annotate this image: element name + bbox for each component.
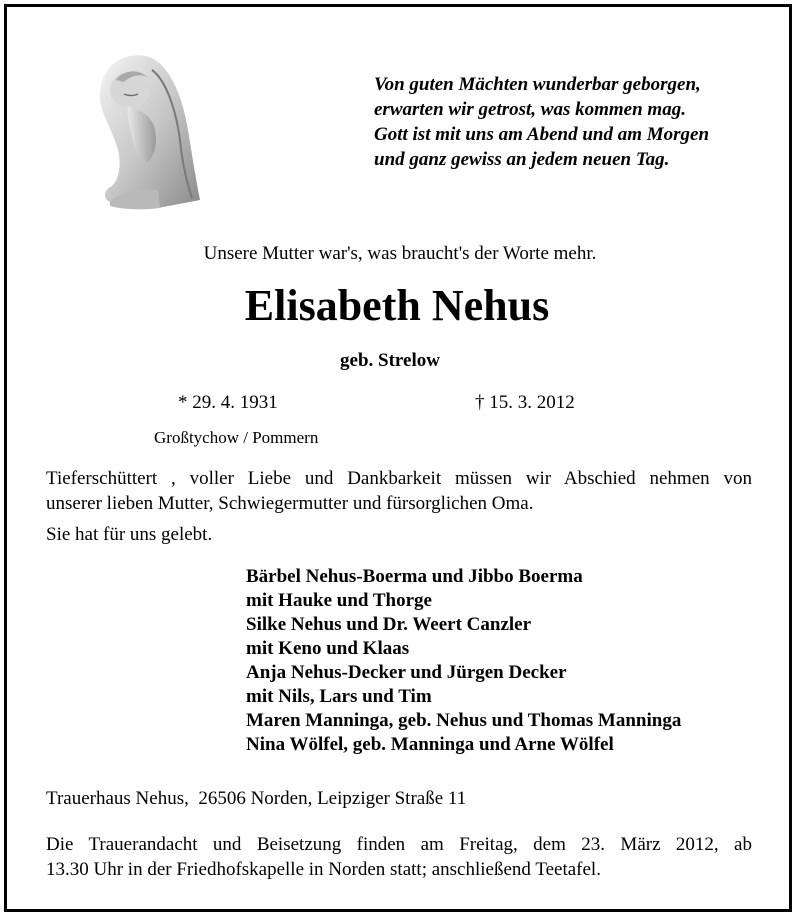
poem-line: und ganz gewiss an jedem neuen Tag.: [374, 149, 670, 170]
mourner-line: Maren Manninga, geb. Nehus und Thomas Manninga: [246, 710, 682, 731]
poem-line: erwarten wir getrost, was kommen mag.: [374, 99, 686, 120]
birth-date: * 29. 4. 1931: [178, 392, 278, 413]
mourner-line: mit Nils, Lars und Tim: [246, 686, 432, 707]
birthplace: Großtychow / Pommern: [154, 428, 319, 447]
house-address: Trauerhaus Nehus, 26506 Norden, Leipziger Straße 11: [46, 788, 467, 809]
service-paragraph: [46, 832, 752, 882]
hand-holding-child-icon: [88, 50, 208, 212]
mourner-line: Nina Wölfel, geb. Manninga und Arne Wölfel: [246, 734, 614, 755]
service-line: 13.30 Uhr in der Friedhofskapelle in Norden statt; anschließend Teetafel.: [46, 859, 601, 880]
message-line: Tieferschüttert , voller Liebe und Dankbarkeit müssen wir Abschied nehmen von: [46, 468, 752, 489]
message-line: unserer lieben Mutter, Schwiegermutter und fürsorglichen Oma.: [46, 493, 534, 514]
poem-line: Von guten Mächten wunderbar geborgen,: [374, 74, 701, 95]
mourner-line: mit Keno und Klaas: [246, 638, 410, 659]
mourners-list: [246, 565, 681, 757]
mourner-line: Silke Nehus und Dr. Weert Canzler: [246, 614, 532, 635]
death-date: † 15. 3. 2012: [475, 392, 575, 413]
intro-line: Unsere Mutter war's, was braucht's der Worte mehr.: [203, 243, 597, 264]
maiden-name: geb. Strelow: [340, 350, 440, 371]
mourner-line: Anja Nehus-Decker und Jürgen Decker: [246, 662, 567, 683]
mourner-line: mit Hauke und Thorge: [246, 590, 432, 611]
service-line: Die Trauerandacht und Beisetzung finden am Freitag, dem 23. März 2012, ab: [46, 834, 752, 855]
lived-for-us: Sie hat für uns gelebt.: [46, 524, 213, 545]
poem-line: Gott ist mit uns am Abend und am Morgen: [374, 124, 710, 145]
message-paragraph: [46, 466, 752, 516]
deceased-name: Elisabeth Nehus: [244, 281, 550, 330]
mourner-line: Bärbel Nehus-Boerma und Jibbo Boerma: [246, 566, 583, 587]
poem: [374, 72, 709, 172]
